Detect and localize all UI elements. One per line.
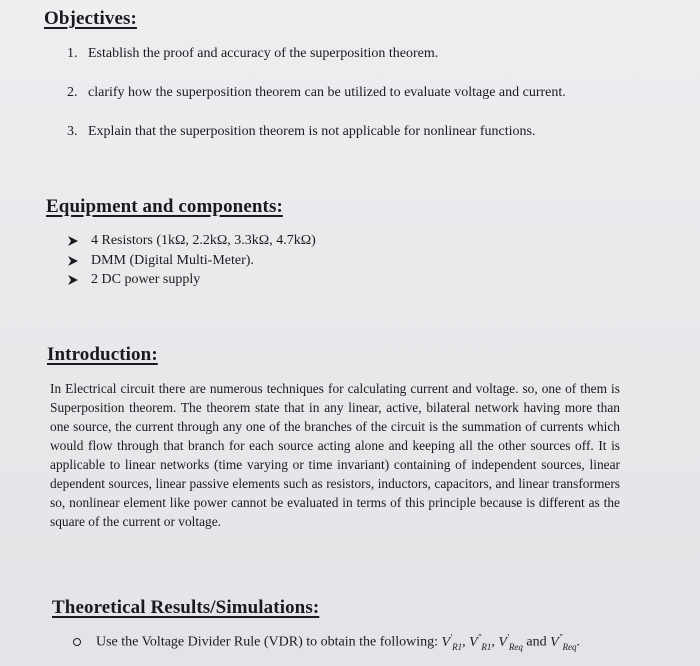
objective-text: clarify how the superposition theorem can be utilized to evaluate voltage and current. bbox=[88, 85, 566, 100]
arrowhead-bullet-icon bbox=[67, 236, 79, 246]
v-r1-prime: $V'_{R1}$ bbox=[441, 632, 463, 652]
equipment-text: 4 Resistors (1kΩ, 2.2kΩ, 3.3kΩ, 4.7kΩ) bbox=[91, 233, 316, 248]
v-r1-double-prime: $V''_{R1}$ bbox=[469, 632, 492, 652]
theoretical-heading: Theoretical Results/Simulations: bbox=[52, 597, 320, 618]
equipment-heading: Equipment and components: bbox=[46, 196, 283, 217]
arrowhead-bullet-icon bbox=[67, 275, 79, 285]
objective-number: 1. bbox=[67, 46, 78, 61]
v-req-prime: $V'_{Req}$ bbox=[498, 632, 523, 652]
objective-number: 2. bbox=[67, 85, 78, 100]
objective-text: Explain that the superposition theorem is not applicable for nonlinear functions. bbox=[88, 124, 536, 139]
theoretical-item-text: Use the Voltage Divider Rule (VDR) to obtain the following: bbox=[96, 634, 442, 650]
introduction-paragraph: In Electrical circuit there are numerous techniques for calculating current and voltage. so, one of them is Superposition theorem. The theorem state that in any linear, active, bilateral network having more than one source, the current through any one of the branches of the circuit is the summation of currents which would flow through that branch for each source acting alone and keeping all the other sources off. It is applicable to linear networks (time varying or time invariant) containing of independent sources, linear dependent sources, linear passive elements such as resistors, inductors, capacitors, and linear transformers so, nonlinear element like power cannot be evaluated in terms of this principle because is different as the square of the current or voltage. bbox=[50, 381, 620, 529]
objective-number: 3. bbox=[67, 124, 78, 139]
theoretical-item: Use the Voltage Divider Rule (VDR) to obtain the following: $V'_{R1}$, $V''_{R1}$, $V'_{Req}$ and $V''_{Req}$. bbox=[96, 632, 580, 652]
equipment-text: DMM (Digital Multi-Meter). bbox=[91, 253, 254, 268]
objective-text: Establish the proof and accuracy of the superposition theorem. bbox=[88, 46, 439, 61]
equipment-text: 2 DC power supply bbox=[91, 272, 201, 287]
v-req-double-prime: $V''_{Req}$ bbox=[550, 632, 577, 652]
arrowhead-bullet-icon bbox=[67, 256, 79, 266]
objectives-heading: Objectives: bbox=[44, 8, 137, 29]
introduction-heading: Introduction: bbox=[47, 344, 158, 365]
hollow-circle-bullet-icon bbox=[73, 638, 81, 646]
